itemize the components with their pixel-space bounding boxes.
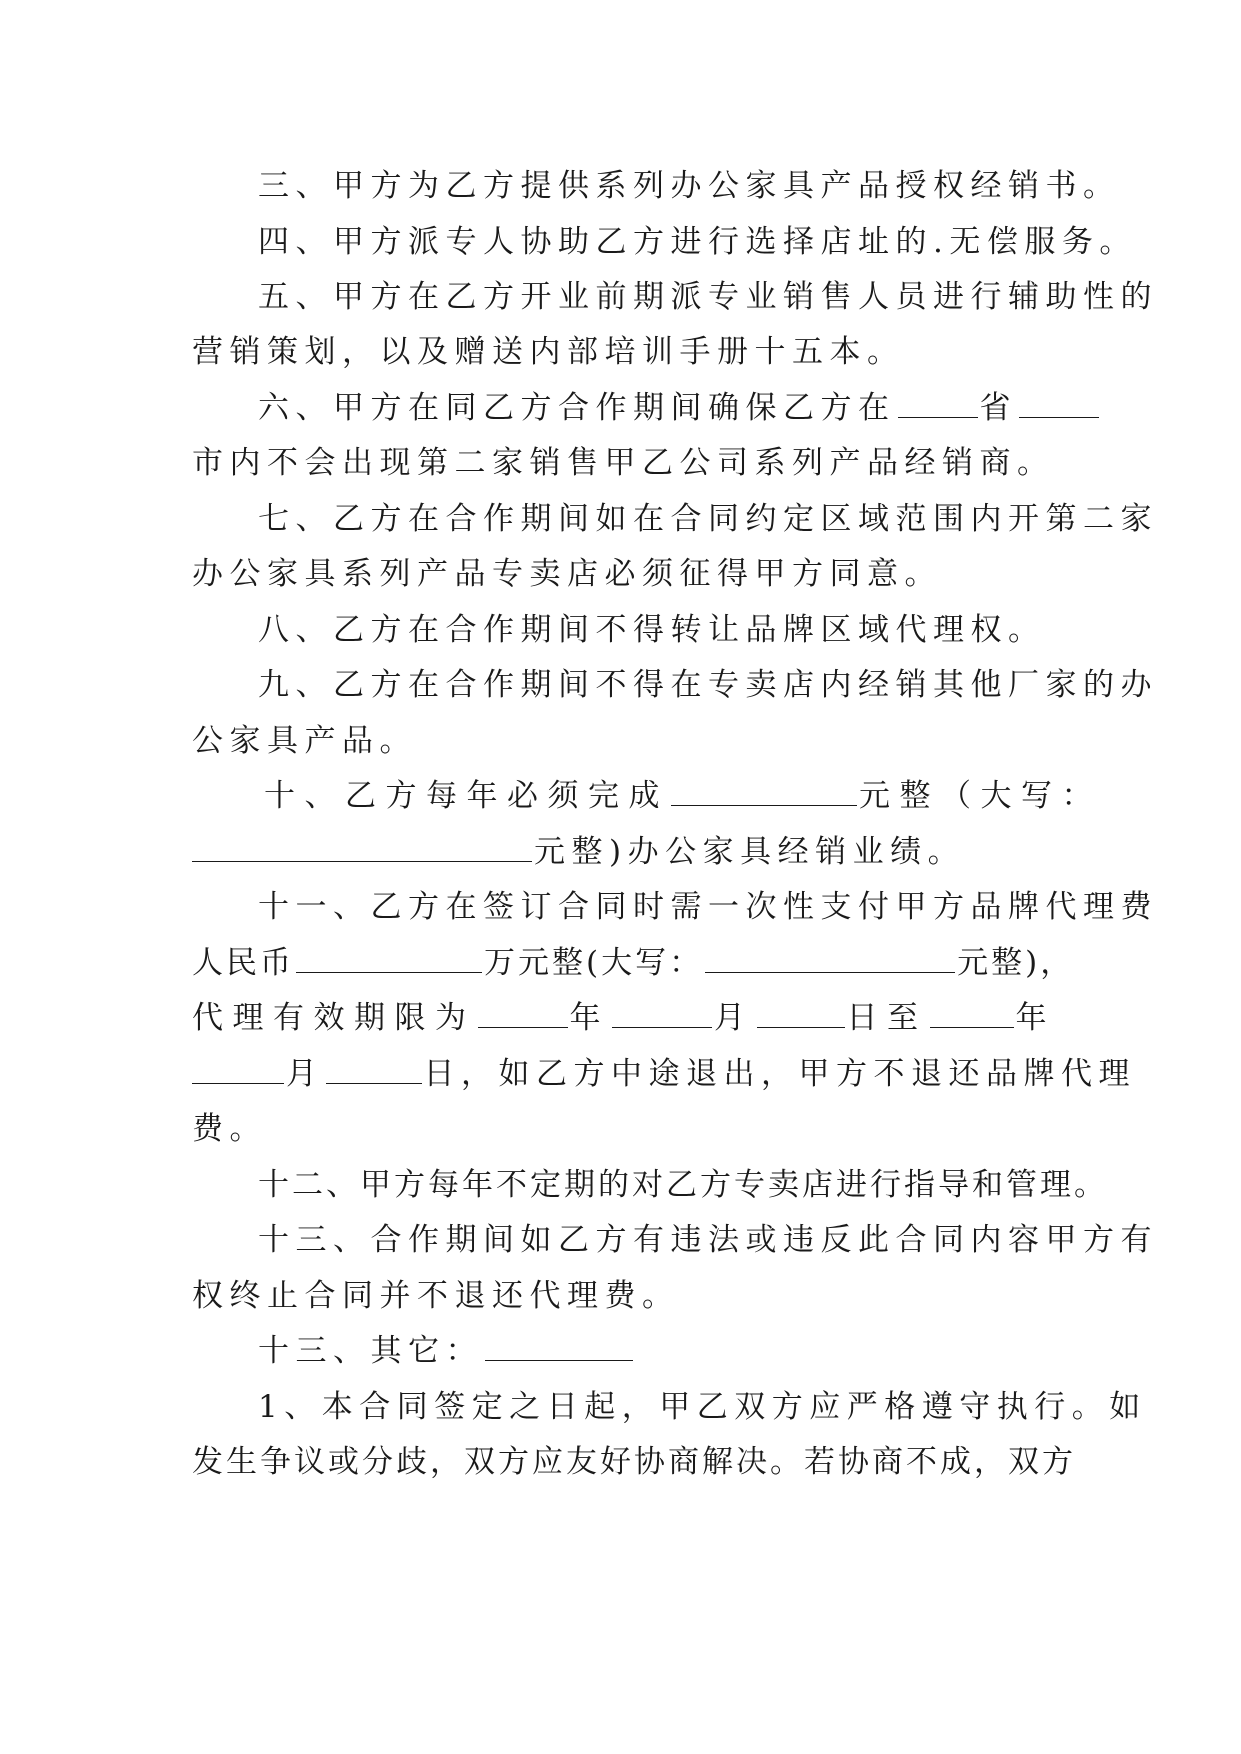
- province-blank[interactable]: [898, 416, 978, 418]
- clause-10-line-1: [264, 776, 1102, 816]
- clause-5-line-2: [192, 332, 905, 372]
- clause-text: 十二、甲方每年不定期的对乙方专卖店进行指导和管理。: [258, 1167, 1108, 1203]
- clause-9-line-1: [258, 665, 1158, 705]
- start-year-blank[interactable]: [478, 1026, 568, 1028]
- clause-11-line-2: [192, 943, 1074, 983]
- clause-4: [258, 222, 1137, 262]
- clause-other: [258, 1331, 635, 1371]
- clause-text: 年: [569, 1000, 610, 1036]
- clause-11-line-1: [258, 887, 1158, 927]
- clause-text: 十三、其它：: [258, 1333, 483, 1369]
- clause-text: 十一、乙方在签订合同时需一次性支付甲方品牌代理费: [258, 889, 1158, 925]
- clause-text: 市内不会出现第二家销售甲乙公司系列产品经销商。: [192, 445, 1055, 481]
- clause-3: [258, 166, 1121, 206]
- sub-clause-1-line-1: [258, 1387, 1147, 1427]
- clause-text: 营销策划，以及赠送内部培训手册十五本。: [192, 334, 905, 370]
- clause-text: 代理有效期限为: [192, 1000, 476, 1036]
- clause-7-line-2: [192, 554, 942, 594]
- clause-text: 月: [714, 1000, 755, 1036]
- clause-10-line-2: [192, 832, 965, 872]
- clause-13-line-2: [192, 1276, 680, 1316]
- clause-11-line-3: [192, 998, 1056, 1038]
- clause-text: 三、甲方为乙方提供系列办公家具产品授权经销书。: [258, 168, 1121, 204]
- clause-text: 1、本合同签定之日起，甲乙双方应严格遵守执行。如: [258, 1389, 1147, 1425]
- clause-text: 元整)办公家具经销业绩。: [534, 834, 966, 870]
- clause-6-line-2: [192, 443, 1055, 483]
- clause-text: 办公家具系列产品专卖店必须征得甲方同意。: [192, 556, 942, 592]
- clause-11-line-5: [192, 1109, 267, 1149]
- fee-amount-blank[interactable]: [296, 971, 482, 973]
- city-blank[interactable]: [1019, 416, 1099, 418]
- start-month-blank[interactable]: [612, 1026, 712, 1028]
- clause-7-line-1: [258, 499, 1158, 539]
- clause-text: 七、乙方在合作期间如在合同约定区域范围内开第二家: [258, 501, 1158, 537]
- clause-text: 发生争议或分歧，双方应友好协商解决。若协商不成，双方: [192, 1444, 1076, 1480]
- clause-text: 六、甲方在同乙方合作期间确保乙方在: [258, 390, 896, 426]
- end-month-blank[interactable]: [192, 1082, 284, 1084]
- clause-6-line-1: [258, 388, 1101, 428]
- clause-text: 四、甲方派专人协助乙方进行选择店址的.无偿服务。: [258, 224, 1137, 260]
- clause-text: 九、乙方在合作期间不得在专卖店内经销其他厂家的办: [258, 667, 1158, 703]
- sub-clause-1-line-2: [192, 1442, 1076, 1482]
- clause-text: 权终止合同并不退还代理费。: [192, 1278, 680, 1314]
- clause-text: 元整)，: [957, 945, 1075, 981]
- clause-text: 万元整(大写：: [484, 945, 704, 981]
- start-day-blank[interactable]: [757, 1026, 845, 1028]
- clause-text: 八、乙方在合作期间不得转让品牌区域代理权。: [258, 612, 1046, 648]
- end-day-blank[interactable]: [326, 1082, 422, 1084]
- clause-text: 日至: [846, 1000, 928, 1036]
- clause-text: 元整（大写：: [859, 778, 1102, 814]
- sales-target-blank[interactable]: [671, 804, 857, 806]
- clause-8: [258, 610, 1046, 650]
- fee-uppercase-blank[interactable]: [705, 971, 955, 973]
- clause-text: 月: [286, 1056, 324, 1092]
- clause-text: 公家具产品。: [192, 723, 417, 759]
- clause-text: 省: [979, 390, 1017, 426]
- clause-text: 五、甲方在乙方开业前期派专业销售人员进行辅助性的: [258, 279, 1158, 315]
- clause-text: 费。: [192, 1111, 267, 1147]
- clause-text: 日，如乙方中途退出，甲方不退还品牌代理: [423, 1056, 1136, 1092]
- clause-13-line-1: [258, 1220, 1158, 1260]
- clause-12: [258, 1165, 1108, 1205]
- clause-text: 人民币: [192, 945, 294, 981]
- clause-text: 年: [1015, 1000, 1056, 1036]
- clause-11-line-4: [192, 1054, 1136, 1094]
- clause-5-line-1: [258, 277, 1158, 317]
- clause-9-line-2: [192, 721, 417, 761]
- other-terms-blank[interactable]: [485, 1359, 633, 1361]
- clause-text: 十、乙方每年必须完成: [264, 778, 669, 814]
- sales-target-uppercase-blank[interactable]: [192, 860, 532, 862]
- clause-text: 十三、合作期间如乙方有违法或违反此合同内容甲方有: [258, 1222, 1158, 1258]
- end-year-blank[interactable]: [930, 1026, 1014, 1028]
